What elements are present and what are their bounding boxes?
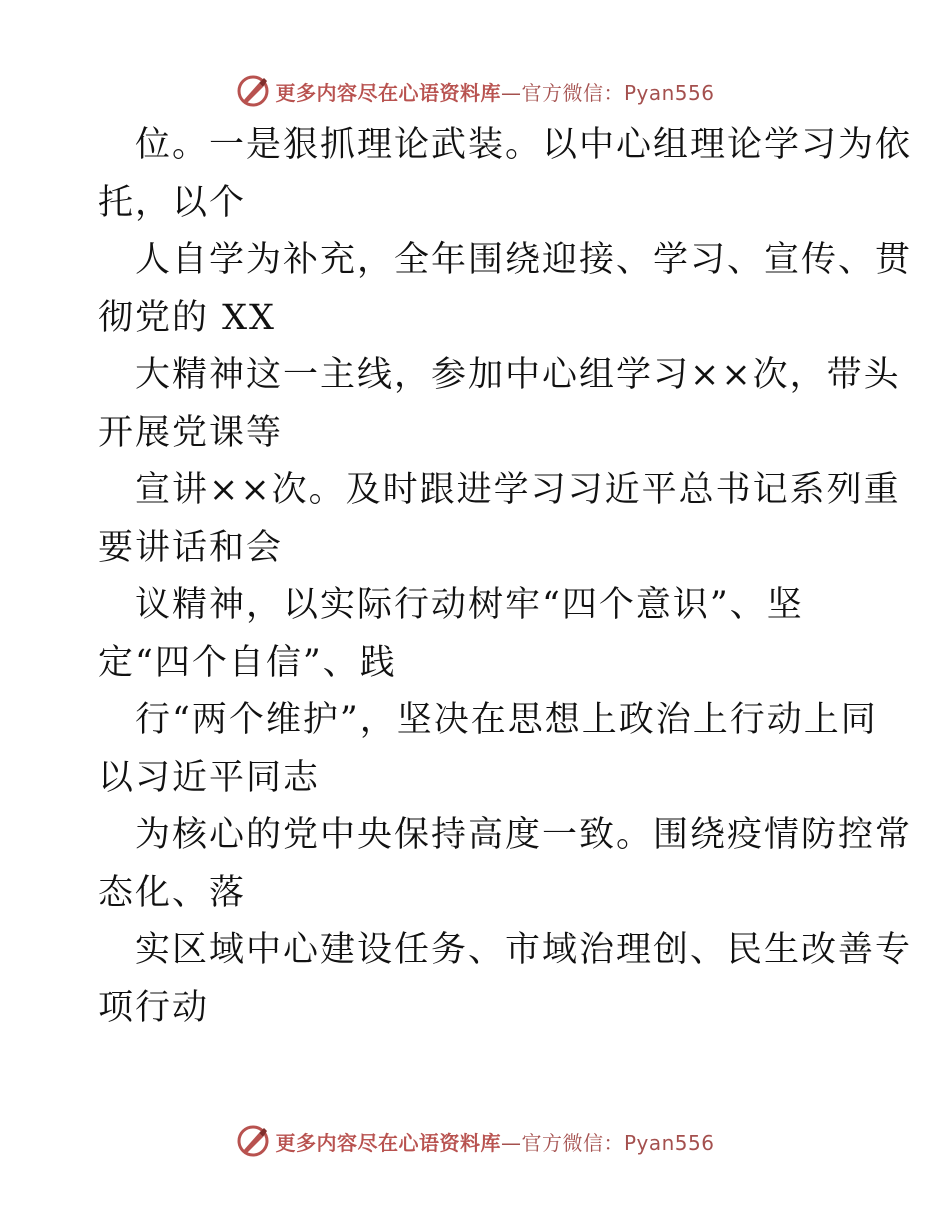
watermark-text [275,77,714,106]
watermark-text [275,1127,714,1156]
text-line-7: 宣讲××次。及时跟进学习习近平总书记系列重 [135,470,901,510]
text-line-15: 实区域中心建设任务、市域治理创、民生改善专 [135,930,913,970]
watermark-main-text: 更多内容尽在心语资料库 [275,80,501,105]
text-line-4: 彻党的 XX [98,297,276,338]
text-line-1: 位。一是狠抓理论武装。以中心组理论学习为依 [135,125,913,165]
header-watermark [0,71,950,111]
text-line-11: 行“两个维护”，坚决在思想上政治上行动上同 [135,700,878,740]
text-line-8: 要讲话和会 [98,527,284,568]
watermark-main-text: 更多内容尽在心语资料库 [275,1130,501,1155]
text-line-2: 托，以个 [98,182,247,223]
pen-logo-icon [235,1123,271,1159]
document-body [98,117,913,1037]
text-line-16: 项行动 [98,987,210,1028]
footer-watermark [0,1121,950,1161]
text-line-13: 为核心的党中央保持高度一致。围绕疫情防控常 [135,815,913,855]
text-line-14: 态化、落 [98,872,247,913]
text-line-3: 人自学为补充，全年围绕迎接、学习、宣传、贯 [135,240,913,280]
text-line-6: 开展党课等 [98,412,284,453]
text-line-5: 大精神这一主线，参加中心组学习××次，带头 [135,355,901,395]
watermark-wechat-text: —官方微信：Pyan556 [500,80,715,105]
text-line-12: 以习近平同志 [98,757,321,798]
text-line-9: 议精神，以实际行动树牢“四个意识”、坚 [135,585,804,625]
pen-logo-icon [235,73,271,109]
text-line-10: 定“四个自信”、践 [98,642,397,683]
watermark-wechat-text: —官方微信：Pyan556 [500,1130,715,1155]
